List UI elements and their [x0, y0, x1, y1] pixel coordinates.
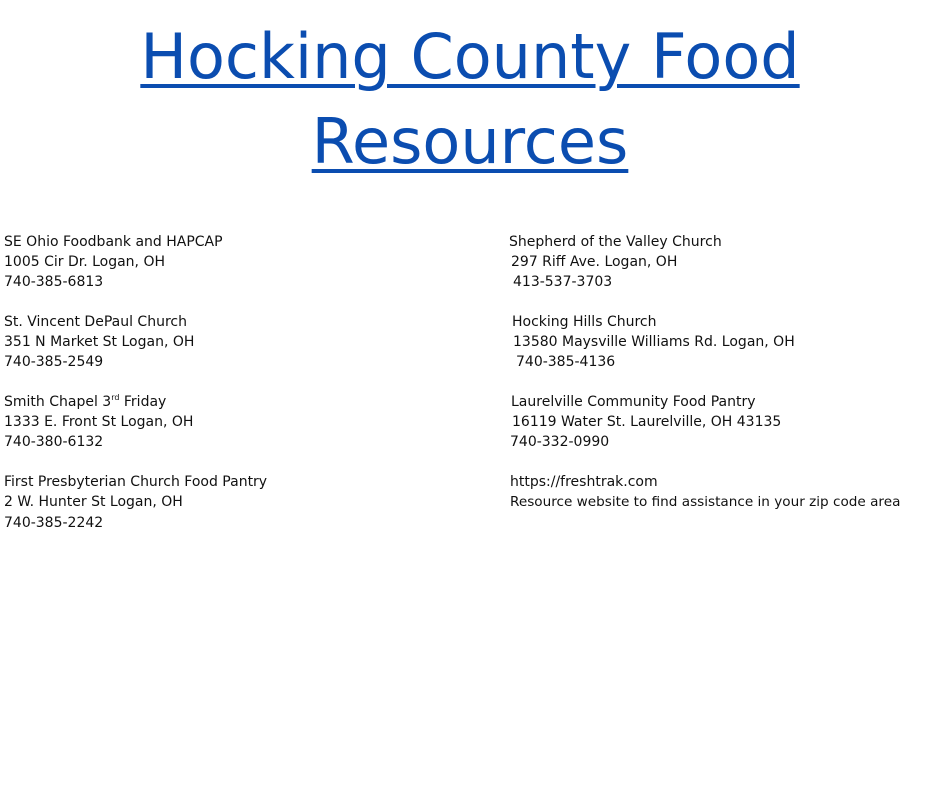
- resource-address: 351 N Market St Logan, OH: [4, 334, 195, 350]
- resource-name: Shepherd of the Valley Church: [509, 234, 722, 250]
- resource-phone: 740-385-6813: [4, 274, 104, 290]
- resource-phone: 740-332-0990: [510, 434, 610, 450]
- resource-name: SE Ohio Foodbank and HAPCAP: [4, 234, 223, 250]
- resource-address: 297 Riff Ave. Logan, OH: [511, 254, 678, 270]
- title-line-2: Resources: [311, 105, 629, 178]
- resource-name-prefix: Smith Chapel 3: [4, 394, 112, 410]
- resource-phone: 740-385-2549: [4, 354, 104, 370]
- resource-description: Resource website to find assistance in your zip code area: [510, 494, 901, 510]
- resource-address: 1333 E. Front St Logan, OH: [4, 414, 194, 430]
- title-line-1: Hocking County Food: [140, 20, 800, 93]
- resource-phone: 413-537-3703: [513, 274, 613, 290]
- resource-phone: 740-385-4136: [516, 354, 616, 370]
- resource-name: Laurelville Community Food Pantry: [511, 394, 756, 410]
- resource-website: https://freshtrak.com: [510, 474, 658, 490]
- resource-address: 1005 Cir Dr. Logan, OH: [4, 254, 166, 270]
- resource-name: St. Vincent DePaul Church: [4, 314, 187, 330]
- resource-name: Hocking Hills Church: [512, 314, 657, 330]
- resource-name: [4, 392, 166, 412]
- resource-name: First Presbyterian Church Food Pantry: [4, 474, 268, 490]
- resource-phone: 740-380-6132: [4, 434, 104, 450]
- resource-phone: 740-385-2242: [4, 515, 104, 531]
- resource-address: 13580 Maysville Williams Rd. Logan, OH: [513, 334, 795, 350]
- resource-address: 2 W. Hunter St Logan, OH: [4, 494, 183, 510]
- resource-name-suffix: Friday: [119, 394, 167, 410]
- page-title: [0, 14, 940, 184]
- ordinal-suffix: rd: [111, 393, 120, 402]
- resource-address: 16119 Water St. Laurelville, OH 43135: [512, 414, 782, 430]
